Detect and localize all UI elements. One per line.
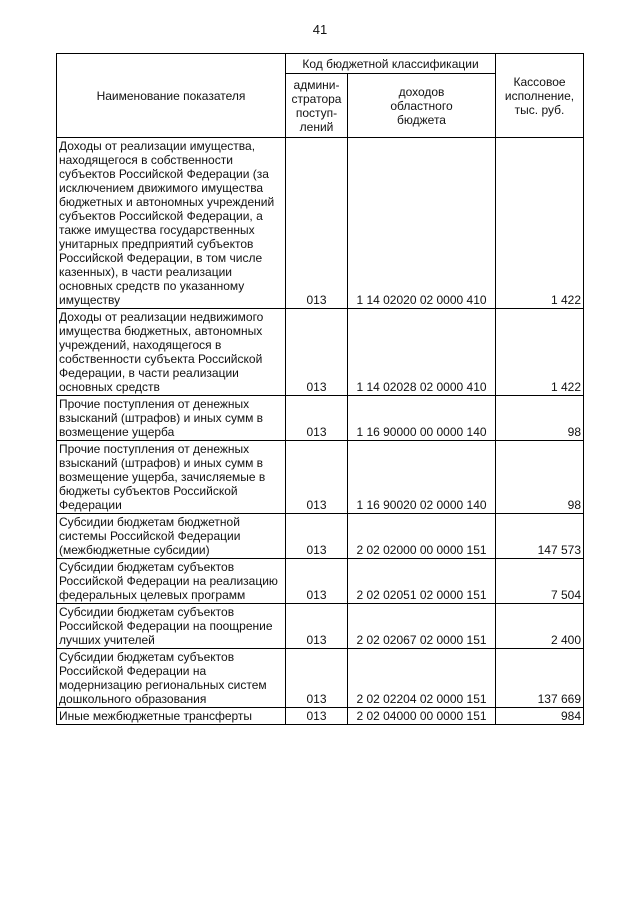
table-row [57, 138, 584, 309]
header-name: Наименование показателя [57, 54, 286, 138]
row-name: Субсидии бюджетам субъектов Российской Федерации на модернизацию региональных систем дошкольного образования [57, 649, 286, 708]
row-amount: 1 422 [496, 309, 584, 396]
row-name: Доходы от реализации недвижимого имущества бюджетных, автономных учреждений, находящегося в собственности субъекта Российской Федерации, в части реализации основных средств [57, 309, 286, 396]
row-amount: 98 [496, 396, 584, 441]
row-name: Субсидии бюджетам субъектов Российской Федерации на реализацию федеральных целевых программ [57, 559, 286, 604]
row-code: 1 14 02020 02 0000 410 [348, 138, 496, 309]
header-income-text: доходов областного бюджета [390, 84, 453, 127]
page-number: 41 [312, 22, 328, 37]
row-admin: 013 [286, 649, 348, 708]
header-amount-text: Кассовое исполнение, тыс. руб. [504, 74, 575, 117]
row-code: 1 16 90020 02 0000 140 [348, 441, 496, 514]
row-code: 2 02 02000 00 0000 151 [348, 514, 496, 559]
row-admin: 013 [286, 396, 348, 441]
row-code: 2 02 04000 00 0000 151 [348, 708, 496, 725]
header-admin-text: админи- стратора поступ- лений [291, 77, 342, 134]
row-amount: 98 [496, 441, 584, 514]
row-name: Прочие поступления от денежных взысканий (штрафов) и иных сумм в возмещение ущерба [57, 396, 286, 441]
row-name: Субсидии бюджетам бюджетной системы Российской Федерации (межбюджетные субсидии) [57, 514, 286, 559]
header-amount [496, 54, 584, 138]
header-code-group: Код бюджетной классификации [286, 54, 496, 74]
row-name: Прочие поступления от денежных взысканий (штрафов) и иных сумм в возмещение ущерба, зачисляемые в бюджеты субъектов Российской Федерации [57, 441, 286, 514]
row-code: 2 02 02067 02 0000 151 [348, 604, 496, 649]
row-code: 2 02 02204 02 0000 151 [348, 649, 496, 708]
header-admin [286, 74, 348, 138]
row-admin: 013 [286, 708, 348, 725]
row-admin: 013 [286, 604, 348, 649]
row-name: Субсидии бюджетам субъектов Российской Федерации на поощрение лучших учителей [57, 604, 286, 649]
row-amount: 137 669 [496, 649, 584, 708]
budget-table [56, 53, 584, 725]
row-amount: 2 400 [496, 604, 584, 649]
row-admin: 013 [286, 138, 348, 309]
table-row [57, 604, 584, 649]
row-admin: 013 [286, 559, 348, 604]
table-row [57, 396, 584, 441]
row-admin: 013 [286, 441, 348, 514]
row-amount: 7 504 [496, 559, 584, 604]
row-amount: 147 573 [496, 514, 584, 559]
row-name: Иные межбюджетные трансферты [57, 708, 286, 725]
row-amount: 1 422 [496, 138, 584, 309]
row-admin: 013 [286, 309, 348, 396]
row-code: 2 02 02051 02 0000 151 [348, 559, 496, 604]
row-admin: 013 [286, 514, 348, 559]
table-row [57, 309, 584, 396]
table-row [57, 514, 584, 559]
table-row [57, 708, 584, 725]
table-row [57, 441, 584, 514]
header-income [348, 74, 496, 138]
row-amount: 984 [496, 708, 584, 725]
table-row [57, 649, 584, 708]
table-row [57, 559, 584, 604]
row-code: 1 14 02028 02 0000 410 [348, 309, 496, 396]
row-name: Доходы от реализации имущества, находящегося в собственности субъектов Российской Федерации (за исключением движимого имущества бюджетных и автономных учреждений субъектов Российской Федерации, а также имущества государственных унитарных предприятий субъектов Российской Федерации, в том числе казенных), в части реализации основных средств по указанному имуществу [57, 138, 286, 309]
row-code: 1 16 90000 00 0000 140 [348, 396, 496, 441]
